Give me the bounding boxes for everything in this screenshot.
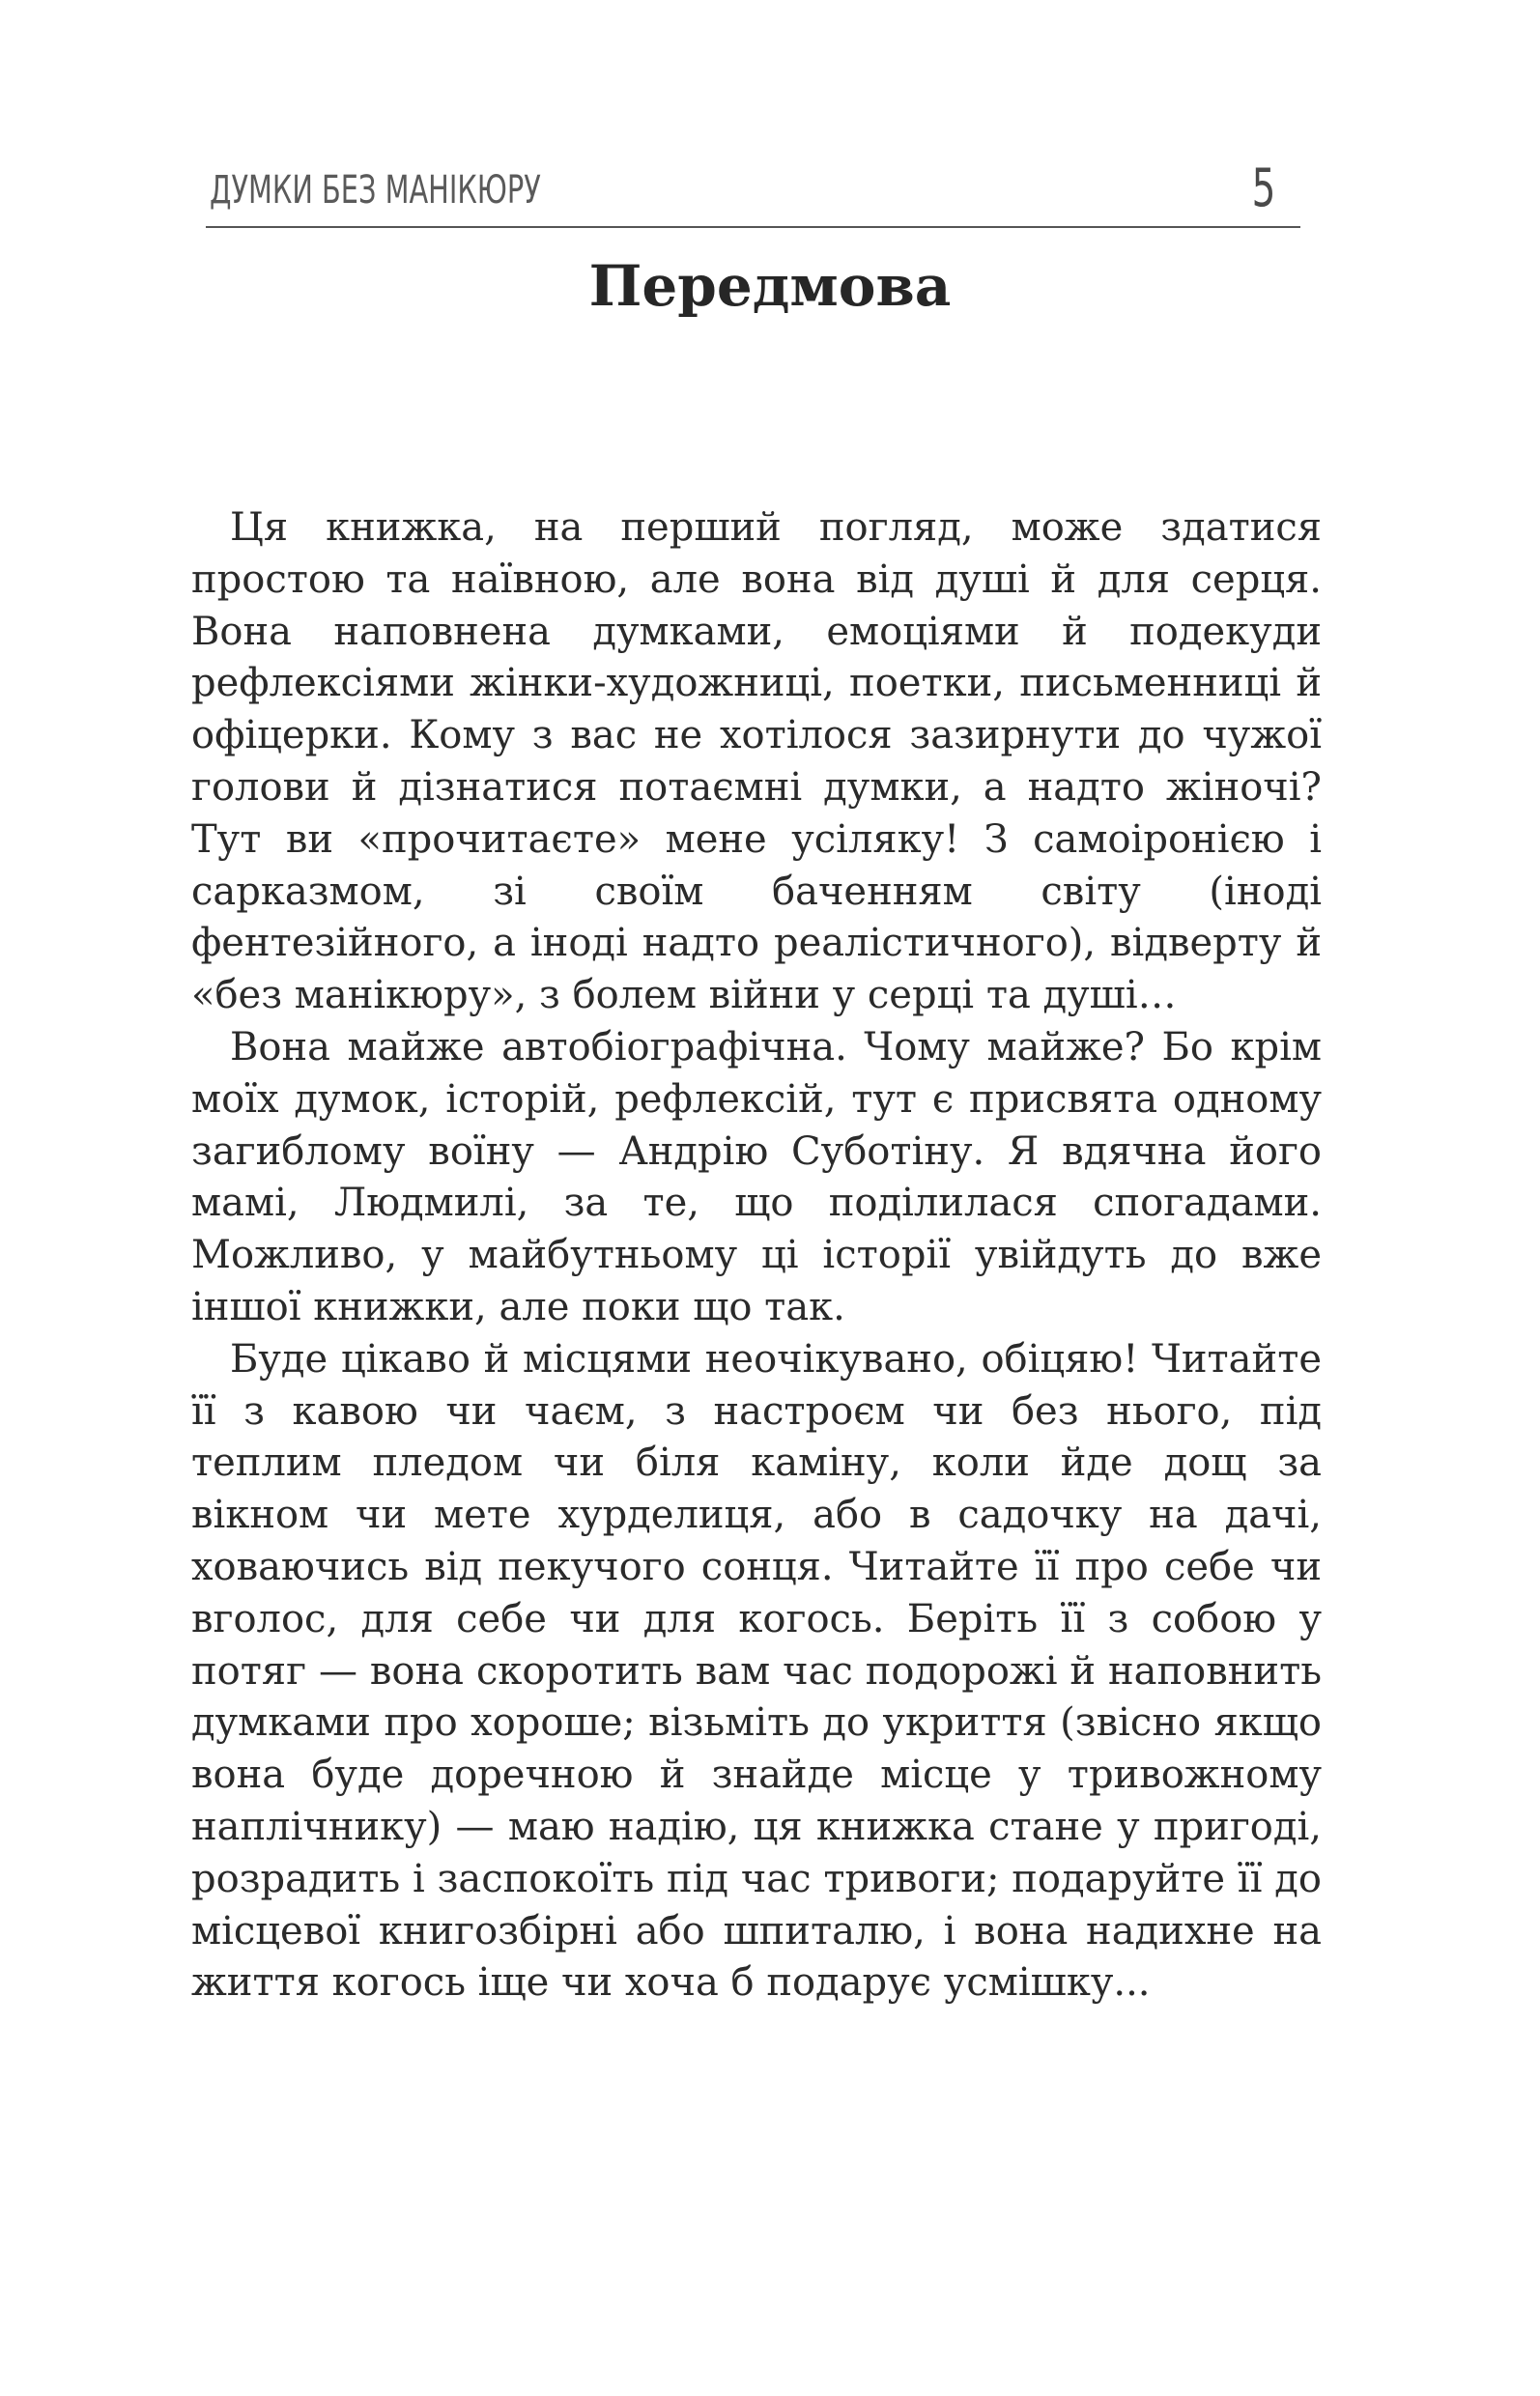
paragraph: Вона майже автобіографічна. Чому майже? Бо крім моїх думок, історій, рефлексій, тут є присвята одному загиблому воїну — Андрію Суботіну. Я вдячна його мамі, Людмилі, за те, що поділилася спогадами. Можливо, у майбутньому ці історії увійдуть до вже іншої книжки, але поки що так. (191, 1024, 1322, 1329)
running-head (206, 145, 1300, 228)
body-text (191, 502, 1322, 2010)
chapter-title: Передмова (588, 253, 952, 319)
paragraph: Буде цікаво й місцями неочікувано, обіцяю! Читайте її з кавою чи чаєм, з настроєм чи без нього, під теплим пледом чи біля каміну, коли йде дощ за вікном чи мете хурделиця, або в садочку на дачі, ховаючись від пекучого сонця. Читайте її про себе чи вголос, для себе чи для когось. Беріть її з собою у потяг — вона скоротить вам час подорожі й наповнить думками про хороше; візьміть до укриття (звісно якщо вона буде доречною й знайде місце у тривожному наплічнику) — маю надію, ця книжка стане у пригоді, розрадить і заспокоїть під час тривоги; подаруйте її до місцевої книгозбірні або шпиталю, і вона надихне на життя когось іще чи хоча б подарує усмішку... (191, 1336, 1322, 2006)
paragraph: Ця книжка, на перший погляд, може здатися простою та наївною, але вона від душі й для серця. Вона наповнена думками, емоціями й подекуди рефлексіями жінки-художниці, поетки, письменниці й офіцерки. Кому з вас не хотілося зазирнути до чужої голови й дізнатися потаємні думки, а надто жіночі? Тут ви «прочитаєте» мене усіляку! З самоіронією і сарказмом, зі своїм баченням світу (іноді фентезійного, а іноді надто реалістичного), відверту й «без манікюру», з болем війни у серці та душі… (191, 505, 1322, 1018)
running-head-title: ДУМКИ БЕЗ МАНІКЮРУ (210, 168, 541, 213)
page-number: 5 (1251, 157, 1275, 218)
